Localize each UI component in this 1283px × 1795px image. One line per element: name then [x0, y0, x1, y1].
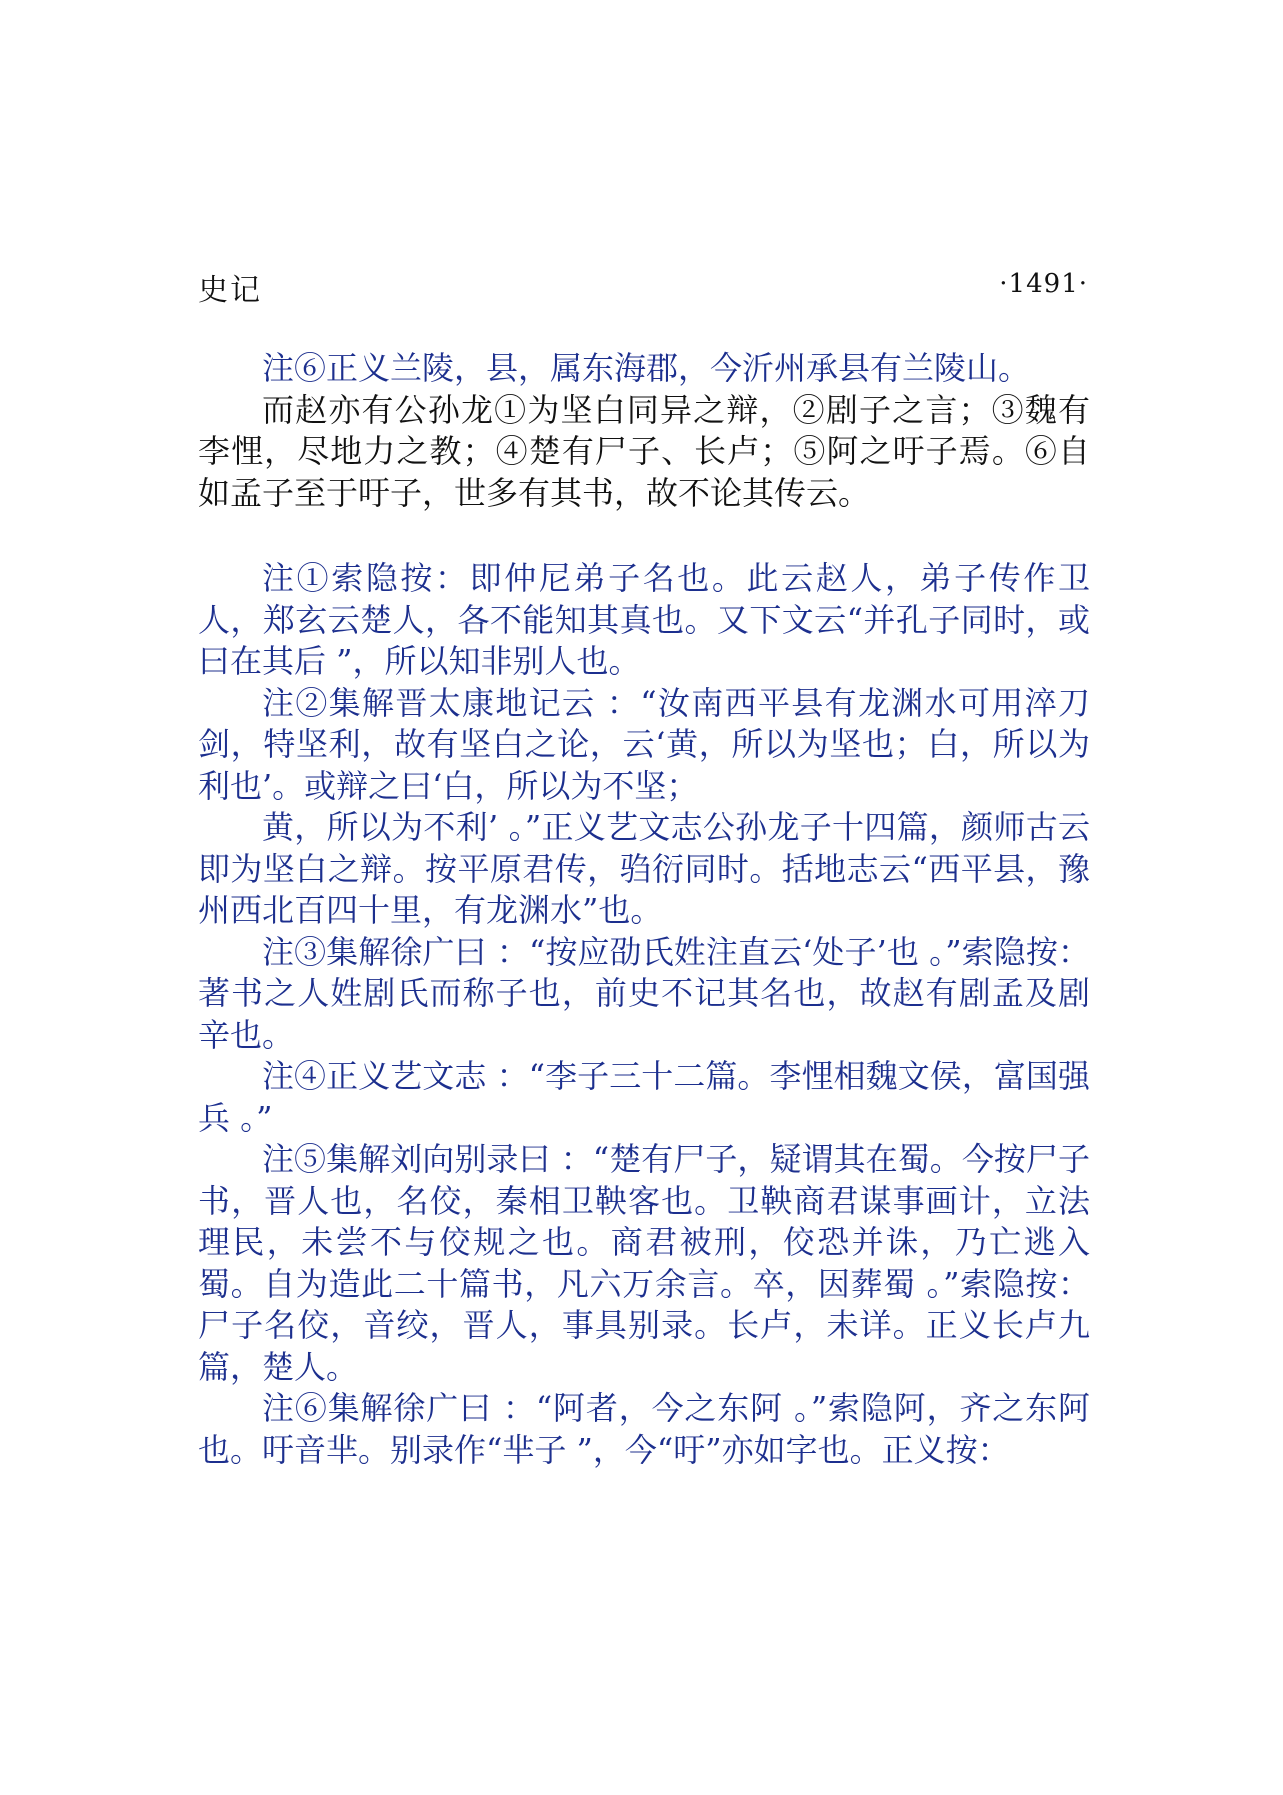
running-title: 史记: [198, 273, 262, 308]
page-body: [198, 348, 1090, 1471]
main-text-paragraph: 而赵亦有公孙龙①为坚白同异之辩，②剧子之言；③魏有李悝，尽地力之教；④楚有尸子、长卢；⑤阿之吁子焉。⑥自如孟子至于吁子，世多有其书，故不论其传云。: [198, 390, 1090, 512]
annotation-paragraph: 注⑥集解徐广曰 ：“阿者，今之东阿 。”索隐阿，齐之东阿也。吁音芈。别录作“芈子 ”，今“吁”亦如字也。正义按：: [198, 1389, 1090, 1469]
page-number: ·1491·: [999, 269, 1088, 299]
annotation-paragraph: 注⑤集解刘向别录曰 ：“楚有尸子，疑谓其在蜀。今按尸子书，晋人也，名佼，秦相卫鞅客也。卫鞅商君谋事画计，立法理民，未尝不与佼规之也。商君被刑，佼恐并诛，乃亡逃入蜀。自为造此二十篇书，凡六万余言。卒，因葬蜀 。”索隐按：尸子名佼，音绞，晋人，事具别录。长卢，未详。正义长卢九篇，楚人。: [198, 1140, 1090, 1386]
annotation-paragraph: 注③集解徐广曰 ：“按应劭氏姓注直云‘处子’也 。”索隐按：著书之人姓剧氏而称子也，前史不记其名也，故赵有剧孟及剧辛也。: [198, 932, 1090, 1054]
page-header: [198, 265, 1088, 311]
annotation-paragraph: 注④正义艺文志 ：“李子三十二篇。李悝相魏文侯，富国强兵 。”: [198, 1057, 1090, 1137]
annotation-paragraph: 注②集解晋太康地记云 ：“汝南西平县有龙渊水可用淬刀剑，特坚利，故有坚白之论，云‘黄，所以为坚也；白，所以为利也’。或辩之曰‘白，所以为不坚；: [198, 683, 1090, 805]
annotation-paragraph: 黄，所以为不利’ 。”正义艺文志公孙龙子十四篇，颜师古云即为坚白之辩。按平原君传，驺衍同时。括地志云“西平县，豫州西北百四十里，有龙渊水”也。: [198, 808, 1090, 929]
annotation-paragraph: 注①索隐按：即仲尼弟子名也。此云赵人，弟子传作卫人，郑玄云楚人，各不能知其真也。又下文云“并孔子同时，或曰在其后 ”，所以知非别人也。: [198, 559, 1090, 680]
annotation-paragraph: 注⑥正义兰陵，县，属东海郡，今沂州承县有兰陵山。: [262, 349, 1031, 387]
